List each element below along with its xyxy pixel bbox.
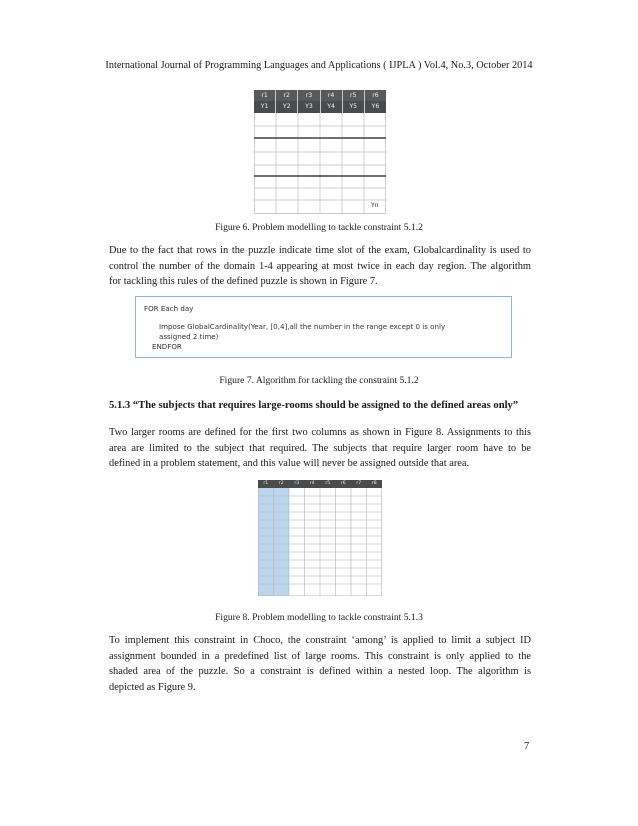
text-line: To implement this constraint in Choco, the constraint ‘among’ is applied to limit a subject ID — [109, 635, 531, 646]
algorithm-line: FOR Each day — [144, 304, 194, 313]
room-header-cell: r2 — [276, 90, 298, 101]
text-line: assignment bounded in a predefined list of large rooms. This constraint is only applied to the — [109, 650, 531, 662]
figure-6-grid-lines — [254, 90, 386, 214]
figure-8-grid — [258, 480, 382, 596]
room-header-cell: r4 — [321, 90, 343, 101]
text-line: for tackling this rules of the defined puzzle is shown in Figure 7. — [109, 276, 378, 288]
figure-7-algorithm-box — [135, 296, 512, 358]
room-header-cell: r8 — [371, 481, 377, 486]
text-line: area are limited to the subject that required. The subjects that require larger room have to be — [109, 442, 531, 454]
room-header-cell: r6 — [340, 481, 346, 486]
text-line: defined in a problem statement, and this value will never be assigned outside that area. — [109, 458, 470, 470]
text-line: Due to the fact that rows in the puzzle indicate time slot of the exam, Globalcardinality is used to — [109, 245, 531, 256]
year-header-cell: Y6 — [371, 103, 380, 110]
text-line: Two larger rooms are defined for the first two columns as shown in Figure 8. Assignments to this — [109, 427, 531, 438]
room-header-cell: r3 — [298, 90, 320, 101]
room-header-cell: r5 — [325, 481, 331, 486]
figure-7-caption: Figure 7. Algorithm for tackling the constraint 5.1.2 — [219, 375, 419, 386]
figure-8-grid-lines — [258, 480, 382, 596]
room-header-cell: r3 — [294, 481, 300, 486]
algorithm-line: ENDFOR — [152, 342, 182, 351]
room-header-cell: r7 — [356, 481, 362, 486]
text-line: depicted as Figure 9. — [109, 681, 196, 693]
yn-cell: Yn — [371, 202, 379, 209]
year-header-cell: Y5 — [343, 101, 365, 113]
algorithm-line — [159, 322, 445, 342]
figure-8-caption: Figure 8. Problem modelling to tackle constraint 5.1.3 — [215, 612, 423, 623]
paragraph-2 — [109, 425, 531, 472]
text-line: shaded area of the puzzle. So a constraint is defined within a nested loop. The algorithm is — [109, 666, 531, 678]
year-header-cell: Y1 — [254, 101, 276, 113]
year-header-cell: Y4 — [321, 101, 343, 113]
page-number: 7 — [524, 741, 530, 752]
paragraph-1 — [109, 243, 531, 290]
paragraph-3 — [109, 633, 531, 695]
algorithm-line-part: Impose GlobalCardinality(Year, [0,4],all the number in the range except 0 is only — [159, 322, 446, 331]
algorithm-line-part: assigned 2 time) — [159, 332, 219, 341]
room-header-cell: r5 — [343, 90, 365, 101]
section-heading: 5.1.3 “The subjects that requires large-rooms should be assigned to the defined areas only” — [109, 400, 519, 411]
figure-6-grid — [254, 90, 386, 214]
figure-6-caption: Figure 6. Problem modelling to tackle constraint 5.1.2 — [215, 222, 423, 233]
room-header-cell: r1 — [263, 481, 269, 486]
journal-header: International Journal of Programming Languages and Applications ( IJPLA ) Vol.4, No.3, October 2014 — [105, 60, 533, 71]
room-header-cell: r1 — [254, 90, 276, 101]
text-line: control the number of the domain 1-4 appearing at most twice in each day region. The algorithm — [109, 260, 531, 272]
room-header-cell: r6 — [372, 92, 379, 99]
room-header-cell: r4 — [309, 481, 315, 486]
year-header-cell: Y3 — [298, 101, 320, 113]
year-header-cell: Y2 — [276, 101, 298, 113]
room-header-cell: r2 — [278, 481, 284, 486]
